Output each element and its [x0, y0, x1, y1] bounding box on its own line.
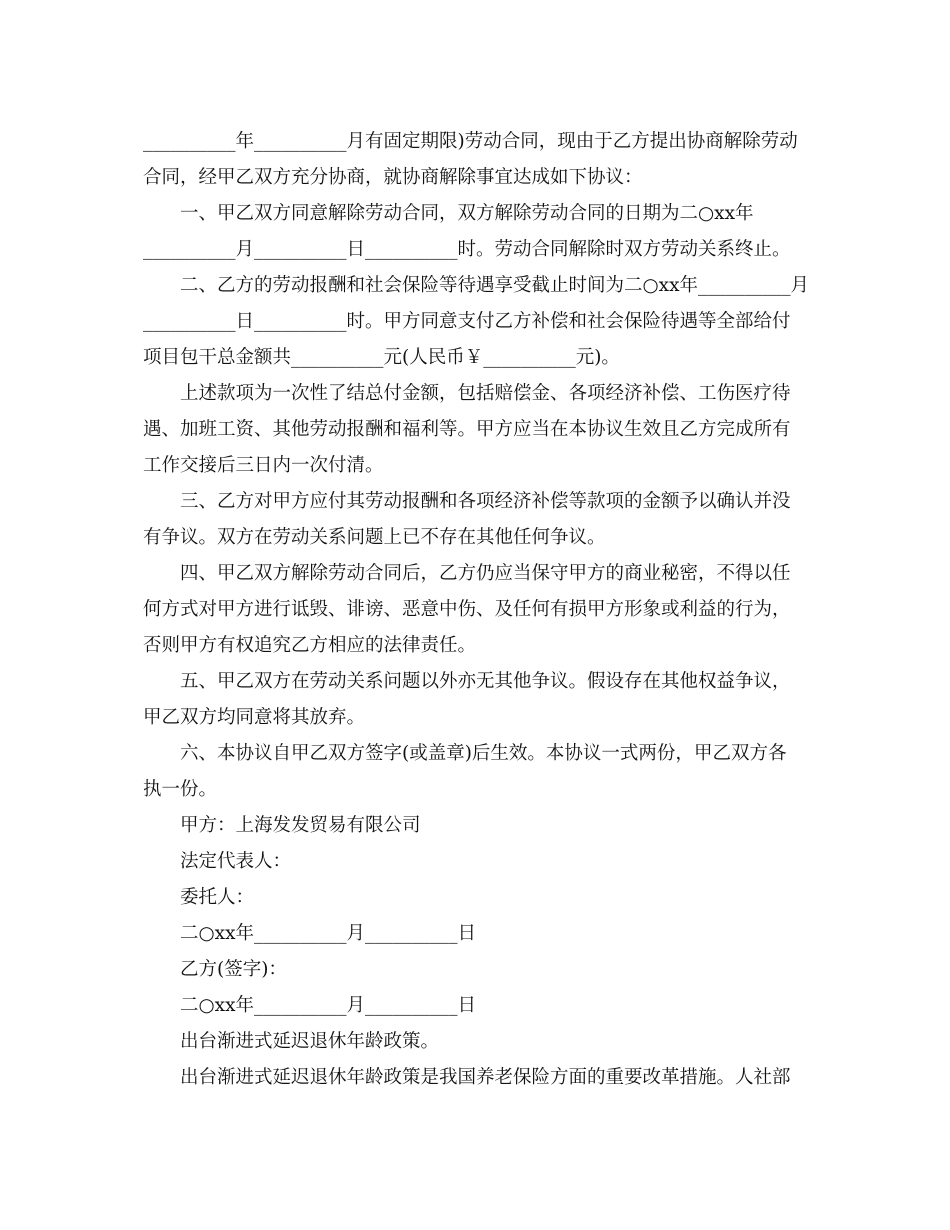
party-a: 甲方：上海发发贸易有限公司 — [180, 815, 421, 836]
clause-1: 一、甲乙双方同意解除劳动合同，双方解除劳动合同的日期为二○xx年 — [180, 203, 754, 224]
clause-5: 五、甲乙双方在劳动关系问题以外亦无其他争议。假设存在其他权益争议， — [180, 671, 791, 692]
text-line: 否则甲方有权追究乙方相应的法律责任。 — [143, 635, 477, 656]
clause-4: 四、甲乙双方解除劳动合同后，乙方仍应当保守甲方的商业秘密，不得以任 — [180, 563, 791, 584]
clause-3: 三、乙方对甲方应付其劳动报酬和各项经济补偿等款项的金额予以确认并没 — [180, 491, 791, 512]
text-line: __________年__________月有固定期限)劳动合同，现由于乙方提出协商解除劳动 — [143, 131, 798, 152]
payment-paragraph: 上述款项为一次性了结总付金额，包括赔偿金、各项经济补偿、工伤医疗待 — [180, 383, 791, 404]
text-line: 甲乙双方均同意将其放弃。 — [143, 707, 366, 728]
clause-2: 二、乙方的劳动报酬和社会保险等待遇享受截止时间为二○xx年__________月 — [180, 275, 810, 296]
text-line: 合同，经甲乙双方充分协商，就协商解除事宜达成如下协议： — [143, 167, 643, 188]
text-line: 遇、加班工资、其他劳动报酬和福利等。甲方应当在本协议生效且乙方完成所有 — [143, 419, 791, 440]
delegate: 委托人： — [180, 887, 255, 908]
party-b-signature: 乙方(签字)： — [180, 959, 287, 980]
text-line: __________月__________日__________时。劳动合同解除时双方劳动关系终止。 — [143, 239, 791, 260]
text-line: 有争议。双方在劳动关系问题上已不存在其他任何争议。 — [143, 527, 606, 548]
text-line: 工作交接后三日内一次付清。 — [143, 455, 384, 476]
clause-6: 六、本协议自甲乙双方签字(或盖章)后生效。本协议一式两份，甲乙双方各 — [180, 743, 787, 764]
text-line: 项目包干总金额共__________元(人民币￥__________元)。 — [143, 347, 620, 368]
text-line: 何方式对甲方进行诋毁、诽谤、恶意中伤、及任何有损甲方形象或利益的行为， — [143, 599, 791, 620]
date-line-a: 二○xx年__________月__________日 — [180, 923, 477, 944]
text-line: 执一份。 — [143, 779, 218, 800]
document-body — [143, 124, 808, 1096]
text-line: 出台渐进式延迟退休年龄政策是我国养老保险方面的重要改革措施。人社部 — [180, 1067, 791, 1088]
section-heading: 出台渐进式延迟退休年龄政策。 — [180, 1031, 440, 1052]
legal-representative: 法定代表人： — [180, 851, 292, 872]
text-line: __________日__________时。甲方同意支付乙方补偿和社会保险待遇等全部给付 — [143, 311, 791, 332]
date-line-b: 二○xx年__________月__________日 — [180, 995, 477, 1016]
